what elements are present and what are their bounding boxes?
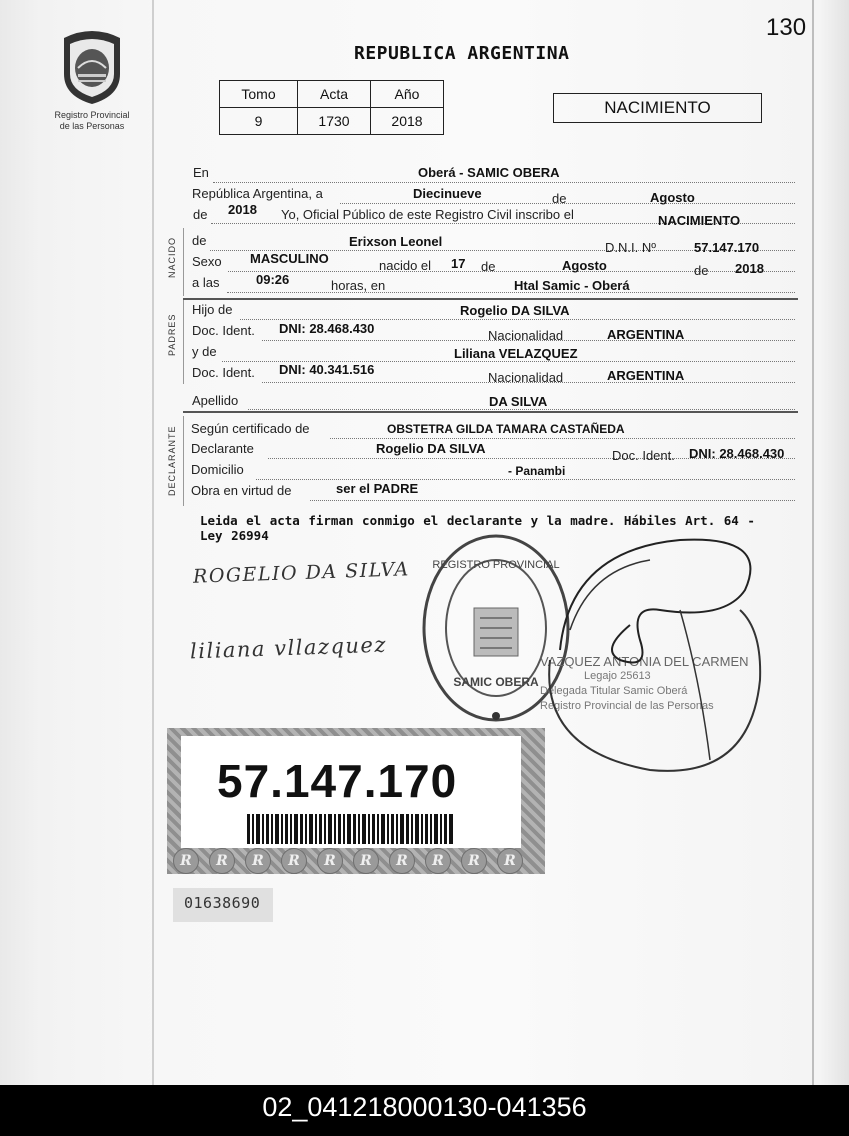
- dotted-line: [340, 203, 795, 204]
- birth-year-value: 2018: [735, 261, 764, 276]
- page-number: 130: [766, 14, 807, 41]
- domicilio-value: - Panambi: [508, 464, 566, 478]
- official-signature-icon: [530, 530, 780, 790]
- sticker-white-panel: [181, 736, 521, 848]
- declarante-value: Rogelio DA SILVA: [376, 441, 486, 456]
- nacionalidad2-label: Nacionalidad: [488, 370, 564, 385]
- sexo-label: Sexo: [192, 254, 222, 269]
- serial-number: 01638690: [184, 894, 261, 912]
- obra-label: Obra en virtud de: [191, 483, 292, 498]
- dotted-line: [248, 409, 795, 410]
- coin-r-icon: R: [389, 848, 415, 874]
- madre-value: Liliana VELAZQUEZ: [454, 346, 578, 361]
- de-label: de: [552, 191, 567, 206]
- nombre-value: Erixson Leonel: [349, 234, 443, 249]
- republica-label: República Argentina, a: [192, 186, 323, 201]
- oficial-text: Yo, Oficial Público de este Registro Civil inscribo el: [281, 207, 574, 222]
- registry-label-line1: Registro Provincial: [54, 110, 130, 120]
- side-label-declarante: DECLARANTE: [167, 425, 177, 496]
- y-de-label: y de: [192, 344, 217, 359]
- closing-statement: Leida el acta firman conmigo el declarante y la madre. Hábiles Art. 64 - Ley 26994: [200, 513, 755, 543]
- coin-r-icon: R: [209, 848, 235, 874]
- anio-header: Año: [371, 81, 444, 108]
- dotted-line: [256, 479, 795, 480]
- apellido-value: DA SILVA: [489, 394, 548, 409]
- reference-header-row: [220, 81, 444, 108]
- sticker-coin-strip: [167, 847, 545, 874]
- sticker-id-number: 57.147.170: [217, 755, 458, 807]
- coin-r-icon: R: [461, 848, 487, 874]
- father-signature: ROGELIO DA SILVA: [192, 558, 411, 588]
- en-value: Oberá - SAMIC OBERA: [418, 165, 560, 180]
- dotted-line: [240, 319, 795, 320]
- official-registry: Registro Provincial de las Personas: [540, 700, 714, 712]
- page-edge-line: [812, 0, 814, 1085]
- de4-label: de: [694, 263, 709, 278]
- coin-r-icon: R: [317, 848, 343, 874]
- official-role: Delegada Titular Samic Oberá: [540, 685, 688, 697]
- inscribo-value: NACIMIENTO: [658, 213, 741, 228]
- dotted-line: [213, 182, 795, 183]
- registry-label-line2: de las Personas: [59, 121, 125, 131]
- domicilio-label: Domicilio: [191, 462, 244, 477]
- acta-header: Acta: [298, 81, 371, 108]
- madre-doc-value: DNI: 40.341.516: [279, 362, 375, 377]
- apellido-label: Apellido: [192, 393, 239, 408]
- certificado-value: OBSTETRA GILDA TAMARA CASTAÑEDA: [387, 422, 625, 436]
- padre-doc-label: Doc. Ident.: [192, 323, 255, 338]
- nacionalidad-label: Nacionalidad: [488, 328, 564, 343]
- a-las-label: a las: [192, 275, 220, 290]
- dni-value: 57.147.170: [694, 240, 760, 255]
- en-label: En: [193, 165, 209, 180]
- official-name: VAZQUEZ ANTONIA DEL CARMEN: [540, 654, 749, 669]
- day-value: Diecinueve: [413, 186, 482, 201]
- coin-r-icon: R: [281, 848, 307, 874]
- coin-r-icon: R: [497, 848, 523, 874]
- padre-nac-value: ARGENTINA: [607, 327, 685, 342]
- footer-filename-bar: 02_041218000130-041356: [0, 1085, 849, 1136]
- madre-nac-value: ARGENTINA: [607, 368, 685, 383]
- tomo-header: Tomo: [220, 81, 298, 108]
- reference-value-row: [220, 108, 444, 135]
- anio-value: 2018: [371, 108, 444, 135]
- time-value: 09:26: [256, 272, 290, 287]
- document-title: REPUBLICA ARGENTINA: [354, 43, 570, 64]
- coin-r-icon: R: [353, 848, 379, 874]
- month-value: Agosto: [650, 190, 695, 205]
- registry-label: [40, 110, 144, 132]
- madre-doc-label: Doc. Ident.: [192, 365, 255, 380]
- lugar-value: Htal Samic - Oberá: [514, 278, 630, 293]
- section-divider-1: [183, 298, 798, 300]
- province-seal-icon: [56, 24, 128, 106]
- obra-value: ser el PADRE: [336, 481, 419, 496]
- declarante-rule: [183, 416, 184, 506]
- padres-rule: [183, 300, 184, 384]
- dni-label: D.N.I. Nº: [605, 240, 656, 255]
- padre-value: Rogelio DA SILVA: [460, 303, 570, 318]
- dotted-line: [227, 292, 795, 293]
- sexo-value: MASCULINO: [250, 251, 329, 266]
- mother-signature: liliana vllazquez: [189, 632, 388, 664]
- dotted-line: [330, 438, 795, 439]
- de3-label: de: [481, 259, 496, 274]
- barcode-icon: [247, 814, 453, 844]
- certificado-label: Según certificado de: [191, 421, 310, 436]
- side-label-padres: PADRES: [167, 313, 177, 356]
- declarante-doc-value: DNI: 28.468.430: [689, 446, 785, 461]
- declarante-label: Declarante: [191, 441, 254, 456]
- nacido-el-label: nacido el: [379, 258, 432, 273]
- record-type-box: NACIMIENTO: [553, 93, 762, 123]
- coin-r-icon: R: [245, 848, 271, 874]
- birth-month-value: Agosto: [562, 258, 607, 273]
- nacido-de-label: de: [192, 233, 207, 248]
- section-divider-2: [183, 411, 798, 413]
- declarante-doc-label: Doc. Ident.: [612, 448, 675, 463]
- padre-doc-value: DNI: 28.468.430: [279, 321, 375, 336]
- svg-text:SAMIC OBERA: SAMIC OBERA: [453, 675, 539, 689]
- dotted-line: [310, 500, 795, 501]
- nacido-rule: [183, 228, 184, 296]
- official-legajo: Legajo 25613: [584, 670, 651, 682]
- id-number-sticker: [167, 728, 545, 874]
- year-value: 2018: [228, 202, 257, 217]
- page-fold-line: [152, 0, 154, 1085]
- svg-text:REGISTRO PROVINCIAL: REGISTRO PROVINCIAL: [432, 559, 560, 571]
- acta-value: 1730: [298, 108, 371, 135]
- horas-label: horas, en: [331, 278, 386, 293]
- tomo-value: 9: [220, 108, 298, 135]
- side-label-nacido: NACIDO: [167, 236, 177, 278]
- birth-day-value: 17: [451, 256, 466, 271]
- de2-label: de: [193, 207, 208, 222]
- dotted-line: [228, 271, 795, 272]
- coin-r-icon: R: [425, 848, 451, 874]
- reference-table: [219, 80, 444, 135]
- coin-r-icon: R: [173, 848, 199, 874]
- hijo-de-label: Hijo de: [192, 302, 233, 317]
